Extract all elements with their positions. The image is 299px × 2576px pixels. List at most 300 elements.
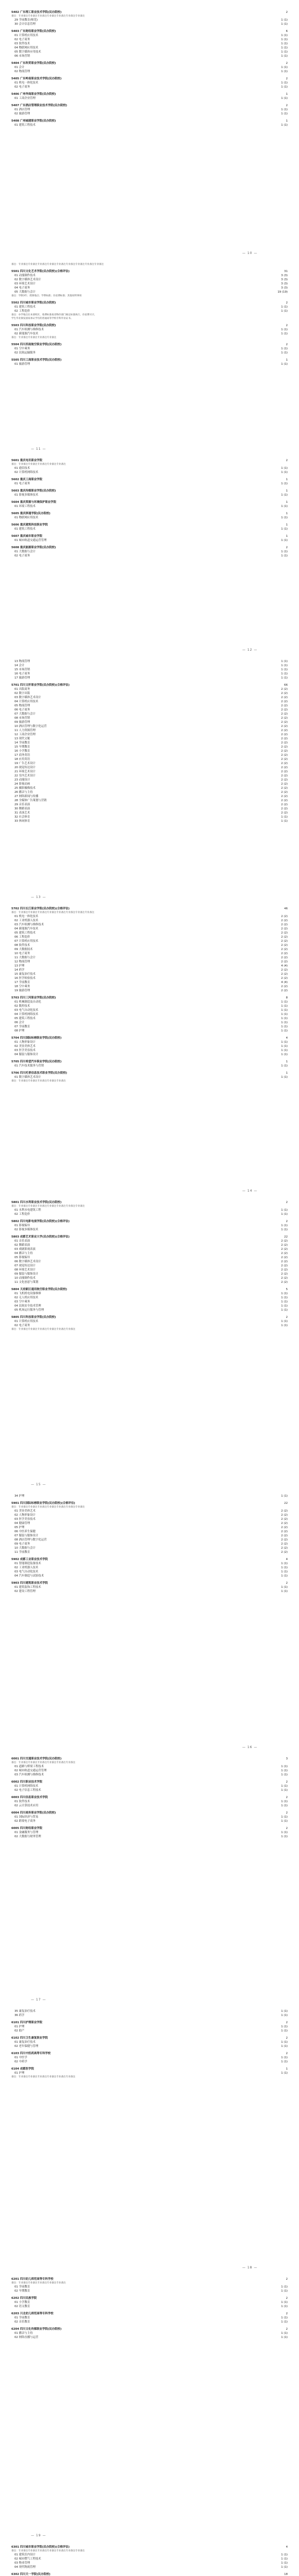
major-row bbox=[11, 704, 288, 708]
entry-name: 5405 广东岭南职业技术学院(民办院校) bbox=[11, 77, 62, 80]
major-row bbox=[11, 1272, 288, 1276]
plan-count: 1 (1) bbox=[281, 1309, 288, 1312]
plan-count: 2 (2) bbox=[281, 778, 288, 782]
plan-count: 1 (1) bbox=[281, 112, 288, 115]
entry-name: 01 数字媒体艺术设计 bbox=[14, 1076, 41, 1079]
entry-name: 34 护理 bbox=[14, 1495, 25, 1498]
plan-count: 2 bbox=[286, 2297, 288, 2300]
plan-count: 2 (2) bbox=[281, 1551, 288, 1554]
plan-count: 2 (2) bbox=[281, 1522, 288, 1525]
page-block bbox=[11, 1200, 288, 1331]
plan-count: 1 bbox=[286, 478, 288, 481]
entry-name: 02 建设工程管理 bbox=[14, 1590, 36, 1593]
major-row bbox=[11, 737, 288, 741]
school-row bbox=[11, 2296, 288, 2300]
entry-name: 02 舞蹈表演 bbox=[14, 1244, 30, 1247]
entry-name: 03 汽车检测与维修技术 bbox=[14, 1773, 44, 1776]
entry-name: 03 汽车检测与维修技术 bbox=[14, 923, 44, 926]
entry-name: 02 电子商务 bbox=[14, 1324, 30, 1327]
entry-name: 01 环境工程技术 bbox=[14, 505, 36, 508]
entry-name: 01 物联网应用技术 bbox=[14, 516, 39, 519]
school-row bbox=[11, 2277, 288, 2281]
entry-name: 14 药学 bbox=[14, 969, 25, 972]
plan-count: 1 (1) bbox=[281, 2056, 288, 2059]
major-row bbox=[11, 527, 288, 531]
plan-count: 1 (1) bbox=[281, 1590, 288, 1593]
plan-count: 1 (1) bbox=[281, 108, 288, 111]
plan-count: 1 bbox=[286, 535, 288, 538]
major-row bbox=[11, 2553, 288, 2557]
plan-count: 2 (2) bbox=[281, 989, 288, 992]
plan-count: 1 (1) bbox=[281, 672, 288, 675]
major-row bbox=[11, 112, 288, 116]
plan-count: 2 bbox=[286, 546, 288, 549]
plan-count: 2 (2) bbox=[281, 948, 288, 951]
entry-name: 03 软件技术 bbox=[14, 42, 30, 45]
major-row bbox=[11, 1268, 288, 1272]
plan-count: 22 bbox=[284, 1502, 288, 1505]
page-block bbox=[11, 659, 288, 823]
plan-count: 1 (1) bbox=[281, 1045, 288, 1048]
entry-name: 02 无人机应用技术 bbox=[14, 1296, 39, 1299]
entry-name: 5403 广东财经职业学院(民办院校) bbox=[11, 30, 56, 33]
remark-text: 备注：专业备注专业备注专业备注专业备注专业备注 bbox=[11, 463, 66, 466]
major-row bbox=[11, 1075, 288, 1079]
plan-count: 2 (2) bbox=[281, 1547, 288, 1550]
school-row bbox=[11, 512, 288, 516]
plan-count: 66 bbox=[284, 684, 288, 687]
plan-count: 1 (1) bbox=[281, 550, 288, 553]
entry-name: 14 学前教育 bbox=[14, 741, 30, 744]
page-number: — 18 — bbox=[242, 2266, 258, 2269]
major-row bbox=[11, 770, 288, 774]
school-row bbox=[11, 1811, 288, 1815]
entry-name: 08 护理 bbox=[14, 1029, 25, 1032]
plan-count: 2 (2) bbox=[281, 754, 288, 757]
plan-count: 2 bbox=[286, 104, 288, 107]
remark-line bbox=[11, 911, 288, 914]
page-number: — 17 — bbox=[31, 1998, 46, 2002]
remark-text: 备注：专业备注专业备注专业备注专业备注专业备注专业备注 bbox=[11, 1761, 76, 1764]
entry-name: 5404 广东科贸职业学院(民办院校) bbox=[11, 62, 56, 65]
plan-count: 1 (1) bbox=[281, 347, 288, 350]
remark-line bbox=[11, 1761, 288, 1765]
entry-name: 17 商务英语 bbox=[14, 754, 30, 757]
major-row bbox=[11, 1224, 288, 1228]
major-row bbox=[11, 803, 288, 807]
plan-count: 1 (1) bbox=[281, 66, 288, 69]
entry-name: 01 金融服务与管理 bbox=[14, 1831, 39, 1834]
major-row bbox=[11, 1243, 288, 1247]
major-row bbox=[11, 2335, 288, 2340]
school-row bbox=[11, 1235, 288, 1239]
entry-name: 04 新能源汽车技术 bbox=[14, 927, 39, 930]
entry-name: 09 服装与服饰设计 bbox=[14, 1273, 39, 1276]
major-row bbox=[11, 931, 288, 935]
school-row bbox=[11, 2572, 288, 2576]
plan-count: 3 (3) bbox=[281, 278, 288, 281]
entry-name: 04 电子商务 bbox=[14, 286, 30, 290]
plan-count: 2 (2) bbox=[281, 960, 288, 963]
plan-count: 46 bbox=[284, 907, 288, 910]
major-row bbox=[11, 1004, 288, 1008]
school-row bbox=[11, 1557, 288, 1562]
remark-line bbox=[11, 2549, 288, 2553]
plan-count: 1 (1) bbox=[281, 1835, 288, 1838]
entry-name: 5903 四川建筑职业技术学院 bbox=[11, 1582, 48, 1585]
major-row bbox=[11, 807, 288, 811]
school-row bbox=[11, 534, 288, 538]
entry-name: 11 人力资源管理 bbox=[14, 729, 36, 732]
plan-count: 1 bbox=[286, 523, 288, 527]
entry-name: 06 电子商务 bbox=[14, 708, 30, 711]
plan-count: 2 (2) bbox=[281, 733, 288, 736]
major-row bbox=[11, 1784, 288, 1788]
entry-name: 04 民航安全技术管理 bbox=[14, 1304, 41, 1308]
major-row bbox=[11, 741, 288, 745]
entry-name: 5504 四川西南航空职业学院(民办院校) bbox=[11, 343, 62, 346]
entry-name: 11 大数据与会计 bbox=[14, 956, 36, 959]
page-block bbox=[11, 10, 288, 127]
major-row bbox=[11, 33, 288, 38]
entry-name: 03 物业管理 bbox=[14, 2562, 30, 2565]
major-row bbox=[11, 54, 288, 58]
entry-name: 02 计算机网络技术 bbox=[14, 471, 39, 474]
major-row bbox=[11, 1538, 288, 1542]
major-row bbox=[11, 778, 288, 782]
plan-count: 2 (2) bbox=[281, 923, 288, 926]
plan-count: 2 (2) bbox=[281, 717, 288, 720]
entry-name: 01 影视编导 bbox=[14, 1224, 30, 1227]
entry-name: 01 建筑装饰工程技术 bbox=[14, 1586, 41, 1589]
page-number: — 19 — bbox=[31, 2534, 46, 2537]
plan-count: 2 bbox=[286, 301, 288, 304]
entry-name: 05 护理 bbox=[14, 1526, 25, 1529]
major-row bbox=[11, 1585, 288, 1589]
entry-name: 12 物流管理 bbox=[14, 960, 30, 963]
entry-name: 03 电气自动化技术 bbox=[14, 1570, 39, 1573]
major-row bbox=[11, 2009, 288, 2013]
major-row bbox=[11, 1064, 288, 1068]
plan-count: 2 bbox=[286, 2052, 288, 2055]
major-row bbox=[11, 989, 288, 993]
plan-count: 1 (1) bbox=[281, 2041, 288, 2044]
plan-count: 1 bbox=[286, 501, 288, 504]
major-row bbox=[11, 947, 288, 952]
major-row bbox=[11, 2557, 288, 2561]
plan-count: 1 (1) bbox=[281, 1300, 288, 1303]
school-row bbox=[11, 61, 288, 65]
plan-count: 1 (1) bbox=[281, 471, 288, 474]
plan-count: 2 (2) bbox=[281, 1252, 288, 1255]
plan-count: 2 (2) bbox=[281, 936, 288, 939]
major-row bbox=[11, 1239, 288, 1243]
page-block bbox=[11, 2009, 288, 2079]
plan-count: 2 bbox=[286, 1796, 288, 1799]
entry-name: 03 电气自动化技术 bbox=[14, 1009, 39, 1012]
entry-name: 6302 四川天一学院(民办院校) bbox=[11, 2573, 51, 2576]
entry-name: 19 旅游管理 bbox=[14, 989, 30, 992]
major-row bbox=[11, 309, 288, 313]
plan-count: 1 (1) bbox=[281, 2025, 288, 2028]
entry-name: 06 市场营销 bbox=[14, 55, 30, 58]
page-number: — 16 — bbox=[242, 1745, 258, 1749]
major-row bbox=[11, 716, 288, 720]
school-row bbox=[11, 2036, 288, 2040]
major-row bbox=[11, 282, 288, 286]
major-row bbox=[11, 2331, 288, 2335]
entry-name: 01 播音与主持 bbox=[14, 2332, 33, 2335]
entry-name: 13 物流管理 bbox=[14, 660, 30, 663]
plan-count: 2 bbox=[286, 459, 288, 462]
major-row bbox=[11, 927, 288, 931]
entry-name: 02 城市燃气工程技术 bbox=[14, 2557, 41, 2561]
major-row bbox=[11, 81, 288, 85]
major-row bbox=[11, 956, 288, 960]
plan-count: 2 bbox=[286, 2278, 288, 2281]
major-row bbox=[11, 968, 288, 972]
school-row bbox=[11, 489, 288, 493]
remark-line bbox=[11, 14, 288, 18]
plan-count: 2 bbox=[286, 62, 288, 65]
major-row bbox=[11, 1040, 288, 1044]
entry-name: 5706 四川托普信息技术职业学院(民办院校) bbox=[11, 1072, 68, 1075]
entry-name: 09 旅游管理 bbox=[14, 721, 30, 724]
entry-name: 6005 四川财经职业学院 bbox=[11, 1827, 43, 1830]
entry-name: 28 全媒体广告策划与营销 bbox=[14, 799, 47, 802]
plan-count: 2 (2) bbox=[281, 927, 288, 930]
plan-count: 1 (1) bbox=[281, 34, 288, 37]
plan-count: 1 (1) bbox=[281, 1017, 288, 1020]
page-number: — 10 — bbox=[242, 251, 258, 255]
major-row bbox=[11, 786, 288, 790]
entry-name: 01 中医学 bbox=[14, 2056, 27, 2059]
plan-count: 18 bbox=[284, 2573, 288, 2576]
major-row bbox=[11, 1276, 288, 1280]
plan-count: 1 (1) bbox=[281, 1049, 288, 1052]
plan-count: 2 (2) bbox=[281, 1268, 288, 1272]
entry-name: 6102 四川卫生康复职业学院 bbox=[11, 2037, 48, 2040]
major-row bbox=[11, 815, 288, 819]
entry-name: 10 大数据与会计 bbox=[14, 1547, 36, 1550]
remark-text: 备注：专业备注专业备注专业备注专业备注专业备注专业备注专业备注专业备注专业备注 bbox=[11, 263, 104, 266]
major-row bbox=[11, 1212, 288, 1216]
page-number: — 11 — bbox=[31, 447, 46, 451]
entry-name: 02 工程造价 bbox=[14, 310, 30, 313]
major-row bbox=[11, 2029, 288, 2033]
entry-name: 10 酒店管理与数字化运营 bbox=[14, 725, 47, 728]
entry-name: 30 会计信息管理 bbox=[14, 23, 36, 26]
major-row bbox=[11, 782, 288, 786]
school-row bbox=[11, 104, 288, 108]
major-row bbox=[11, 2013, 288, 2018]
major-row bbox=[11, 1300, 288, 1304]
school-row bbox=[11, 1780, 288, 1784]
entry-name: 06 会计 bbox=[14, 1021, 25, 1024]
entry-name: 18 应用英语 bbox=[14, 758, 30, 761]
major-row bbox=[11, 1048, 288, 1053]
entry-name: 08 酒店管理与数字化运营 bbox=[14, 1538, 47, 1541]
major-row bbox=[11, 676, 288, 680]
entry-name: 15 市场营销 bbox=[14, 668, 30, 671]
entry-name: 5402 广东理工职业技术学院(民办院校) bbox=[11, 11, 62, 14]
page-block bbox=[11, 2277, 288, 2340]
remark-text: 备注：学制3年；授课地点；学费标准；住宿费标准；其他说明事项 bbox=[11, 295, 82, 297]
major-row bbox=[11, 943, 288, 947]
plan-count: 1 (1) bbox=[281, 23, 288, 26]
major-row bbox=[11, 22, 288, 26]
plan-count: 2 bbox=[286, 1781, 288, 1784]
major-row bbox=[11, 728, 288, 733]
plan-count: 1 (1) bbox=[281, 676, 288, 680]
plan-count: 1 (1) bbox=[281, 42, 288, 45]
major-row bbox=[11, 972, 288, 976]
major-row bbox=[11, 1804, 288, 1808]
plan-count: 1 (1) bbox=[281, 1009, 288, 1012]
plan-count: 4 (4) bbox=[281, 981, 288, 984]
plan-count: 1 (1) bbox=[281, 124, 288, 127]
plan-count: 1 (1) bbox=[281, 1324, 288, 1327]
plan-count: 2 (2) bbox=[281, 750, 288, 753]
major-row bbox=[11, 305, 288, 309]
school-row bbox=[11, 358, 288, 362]
major-row bbox=[11, 952, 288, 956]
plan-count: 1 (1) bbox=[281, 1053, 288, 1056]
plan-count: 1 (1) bbox=[281, 1562, 288, 1565]
plan-count: 1 (1) bbox=[281, 1800, 288, 1803]
entry-name: 01 建筑室内设计 bbox=[14, 2553, 36, 2556]
remark-line bbox=[11, 463, 288, 466]
major-row bbox=[11, 1025, 288, 1029]
entry-name: 14 会计 bbox=[14, 664, 25, 667]
entry-name: 02 助产 bbox=[14, 2029, 25, 2032]
plan-count: 3 (3) bbox=[281, 282, 288, 285]
plan-count: 1 (1) bbox=[281, 38, 288, 41]
plan-count: 1 (1) bbox=[281, 660, 288, 663]
plan-count: 2 bbox=[286, 77, 288, 80]
major-row bbox=[11, 1513, 288, 1517]
plan-count: 3 bbox=[286, 1757, 288, 1760]
plan-count: 1 (1) bbox=[281, 1765, 288, 1768]
major-row bbox=[11, 1773, 288, 1777]
major-row bbox=[11, 700, 288, 704]
entry-name: 6202 四川民族学院 bbox=[11, 2297, 37, 2300]
entry-name: 05 机场运行服务与管理 bbox=[14, 1309, 44, 1312]
major-row bbox=[11, 964, 288, 968]
entry-name: 02 影视多媒体技术 bbox=[14, 1228, 39, 1231]
entry-name: 24 影视动画 bbox=[14, 783, 30, 786]
entry-name: 5801 四川水利职业技术学院(民办院校) bbox=[11, 1201, 62, 1204]
major-row bbox=[11, 1021, 288, 1025]
entry-name: 5505 四川工商职业技术学院(民办院校) bbox=[11, 359, 62, 362]
school-row bbox=[11, 907, 288, 911]
entry-name: 07 视觉传达设计 bbox=[14, 1264, 36, 1267]
major-row bbox=[11, 935, 288, 939]
page-block bbox=[11, 907, 288, 1083]
major-row bbox=[11, 819, 288, 823]
major-row bbox=[11, 914, 288, 919]
major-row bbox=[11, 794, 288, 799]
major-row bbox=[11, 1574, 288, 1578]
plan-count: 1 (1) bbox=[281, 1005, 288, 1008]
entry-name: 29 学前教育(师范) bbox=[14, 19, 38, 22]
plan-count: 1 (1) bbox=[281, 97, 288, 100]
remark-text: 备注：专业备注专业备注专业备注专业备注专业备注专业备注 bbox=[11, 1328, 76, 1331]
plan-count: 1 (1) bbox=[281, 2045, 288, 2048]
major-row bbox=[11, 96, 288, 100]
major-row bbox=[11, 811, 288, 815]
major-row bbox=[11, 757, 288, 761]
entry-name: 19 广告艺术设计 bbox=[14, 762, 36, 765]
major-row bbox=[11, 2040, 288, 2044]
major-row bbox=[11, 2060, 288, 2064]
major-row bbox=[11, 672, 288, 676]
remark-text: 学生毕业颁发国家承认学历的普通高等学校专科毕业证书。 bbox=[11, 317, 73, 320]
plan-count: 4 bbox=[286, 1558, 288, 1561]
entry-name: 01 酒店管理 bbox=[14, 108, 30, 111]
plan-count: 2 (2) bbox=[281, 700, 288, 703]
major-row bbox=[11, 790, 288, 794]
remark-text: 备注：专业备注专业备注专业备注专业备注专业备注专业备注专业备注专业备注 bbox=[11, 911, 94, 914]
major-row bbox=[11, 516, 288, 520]
major-row bbox=[11, 1228, 288, 1232]
entry-name: 01 美容美体艺术 bbox=[14, 1510, 36, 1513]
plan-count: 1 (1) bbox=[281, 310, 288, 313]
plan-count: 1 (1) bbox=[281, 1320, 288, 1323]
school-row bbox=[11, 2312, 288, 2316]
plan-count: 2 bbox=[286, 1220, 288, 1223]
page-number: — 13 — bbox=[31, 895, 46, 899]
major-row bbox=[11, 1800, 288, 1804]
plan-count: 2 (2) bbox=[281, 729, 288, 732]
major-row bbox=[11, 668, 288, 672]
plan-count: 1 (1) bbox=[281, 2553, 288, 2556]
entry-name: 6301 四川城市职业学院(民办院校)(合格评估) bbox=[11, 2546, 70, 2549]
major-row bbox=[11, 2320, 288, 2324]
major-row bbox=[11, 761, 288, 766]
page-block bbox=[11, 2545, 288, 2576]
entry-name: 02 云计算技术应用 bbox=[14, 1804, 39, 1807]
remark-text: 备注：专业备注专业备注专业备注专业备注专业备注专业备注专业备注 bbox=[11, 1205, 85, 1208]
entry-name: 5803 成都艺术职业大学(民办院校)(合格评估) bbox=[11, 1235, 70, 1239]
school-row bbox=[11, 1200, 288, 1205]
plan-count: 1 (1) bbox=[281, 528, 288, 531]
entry-name: 01 护理 bbox=[14, 2072, 25, 2075]
major-row bbox=[11, 1570, 288, 1574]
plan-count: 2 (2) bbox=[281, 688, 288, 691]
plan-count: 1 (1) bbox=[281, 46, 288, 49]
major-row bbox=[11, 1016, 288, 1021]
entry-name: 5408 广州城建职业学院(民办院校) bbox=[11, 120, 56, 123]
entry-name: 13 护理 bbox=[14, 964, 25, 968]
entry-name: 05 大数据与会计 bbox=[14, 291, 36, 294]
entry-name: 5902 成都工业职业技术学院 bbox=[11, 1558, 48, 1561]
entry-name: 18 空中乘务 bbox=[14, 985, 30, 988]
entry-name: 02 跨境电子商务 bbox=[14, 1820, 36, 1823]
plan-count: 1 (1) bbox=[281, 19, 288, 22]
entry-name: 01 小学教育 bbox=[14, 2301, 30, 2304]
plan-count: 2 (2) bbox=[281, 1240, 288, 1243]
remark-line bbox=[11, 336, 288, 340]
plan-count: 2 (2) bbox=[281, 692, 288, 695]
plan-count: 1 (1) bbox=[281, 1769, 288, 1772]
major-row bbox=[11, 332, 288, 336]
entry-name: 02 城市轨道交通运营管理 bbox=[14, 1769, 47, 1772]
major-row bbox=[11, 493, 288, 497]
plan-count: 2 (2) bbox=[281, 944, 288, 947]
entry-name: 06 中医养生保健 bbox=[14, 1530, 36, 1533]
school-row bbox=[11, 1060, 288, 1064]
